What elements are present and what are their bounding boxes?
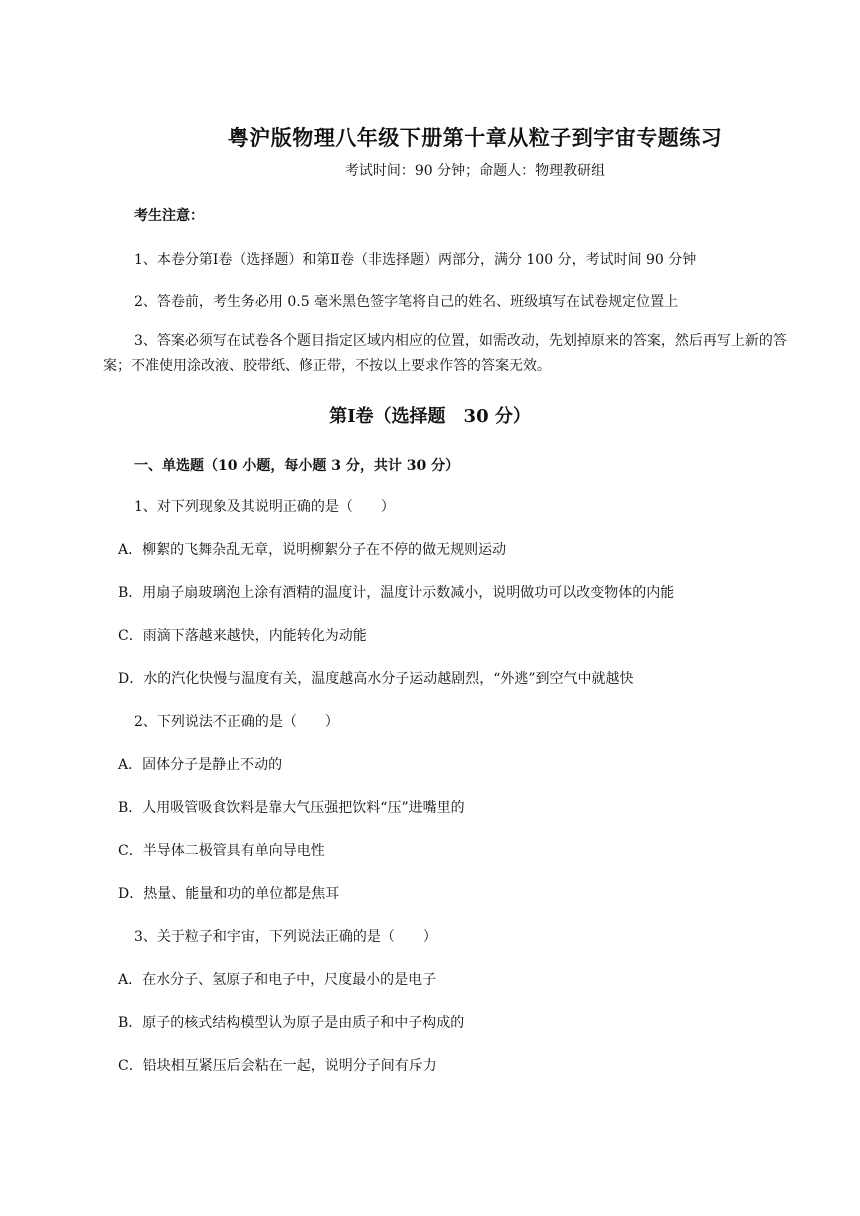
notice-heading: 考生注意： (134, 208, 204, 224)
section-title: 第Ⅰ卷（选择题 30 分） (329, 406, 531, 427)
question-option: C．雨滴下落越来越快，内能转化为动能 (118, 628, 367, 644)
question-option: B．原子的核式结构模型认为原子是由质子和中子构成的 (118, 1015, 465, 1031)
question-option: C．铅块相互紧压后会粘在一起，说明分子间有斥力 (118, 1058, 437, 1074)
question-option: A．柳絮的飞舞杂乱无章，说明柳絮分子在不停的做无规则运动 (118, 542, 507, 558)
question-stem: 2、下列说法不正确的是（ ） (134, 714, 339, 730)
question-option: D．水的汽化快慢与温度有关，温度越高水分子运动越剧烈，“外逃”到空气中就越快 (118, 671, 634, 687)
notice-item-2: 2、答卷前，考生务必用 0.5 毫米黑色签字笔将自己的姓名、班级填写在试卷规定位置上 (134, 294, 679, 310)
question-option: C．半导体二极管具有单向导电性 (118, 843, 325, 859)
question-option: A．在水分子、氢原子和电子中，尺度最小的是电子 (118, 972, 437, 988)
notice-item-1: 1、本卷分第Ⅰ卷（选择题）和第Ⅱ卷（非选择题）两部分，满分 100 分，考试时间 90 分钟 (134, 252, 697, 268)
question-option: B．用扇子扇玻璃泡上涂有酒精的温度计，温度计示数减小，说明做功可以改变物体的内能 (118, 585, 675, 601)
question-option: B．人用吸管吸食饮料是靠大气压强把饮料“压”进嘴里的 (118, 800, 465, 816)
question-stem: 1、对下列现象及其说明正确的是（ ） (134, 499, 395, 515)
question-option: D．热量、能量和功的单位都是焦耳 (118, 886, 340, 902)
question-option: A．固体分子是静止不动的 (118, 757, 283, 773)
question-stem: 3、关于粒子和宇宙，下列说法正确的是（ ） (134, 929, 437, 945)
question-group-heading: 一、单选题（10 小题，每小题 3 分，共计 30 分） (134, 458, 460, 474)
document-title: 粤沪版物理八年级下册第十章从粒子到宇宙专题练习 (227, 125, 723, 150)
notice-item-3: 3、答案必须写在试卷各个题目指定区域内相应的位置，如需改动，先划掉原来的答案，然后再写上新的答案；不准使用涂改液、胶带纸、修正带，不按以上要求作答的答案无效。 (103, 333, 787, 374)
exam-info: 考试时间：90 分钟；命题人：物理教研组 (344, 163, 606, 179)
